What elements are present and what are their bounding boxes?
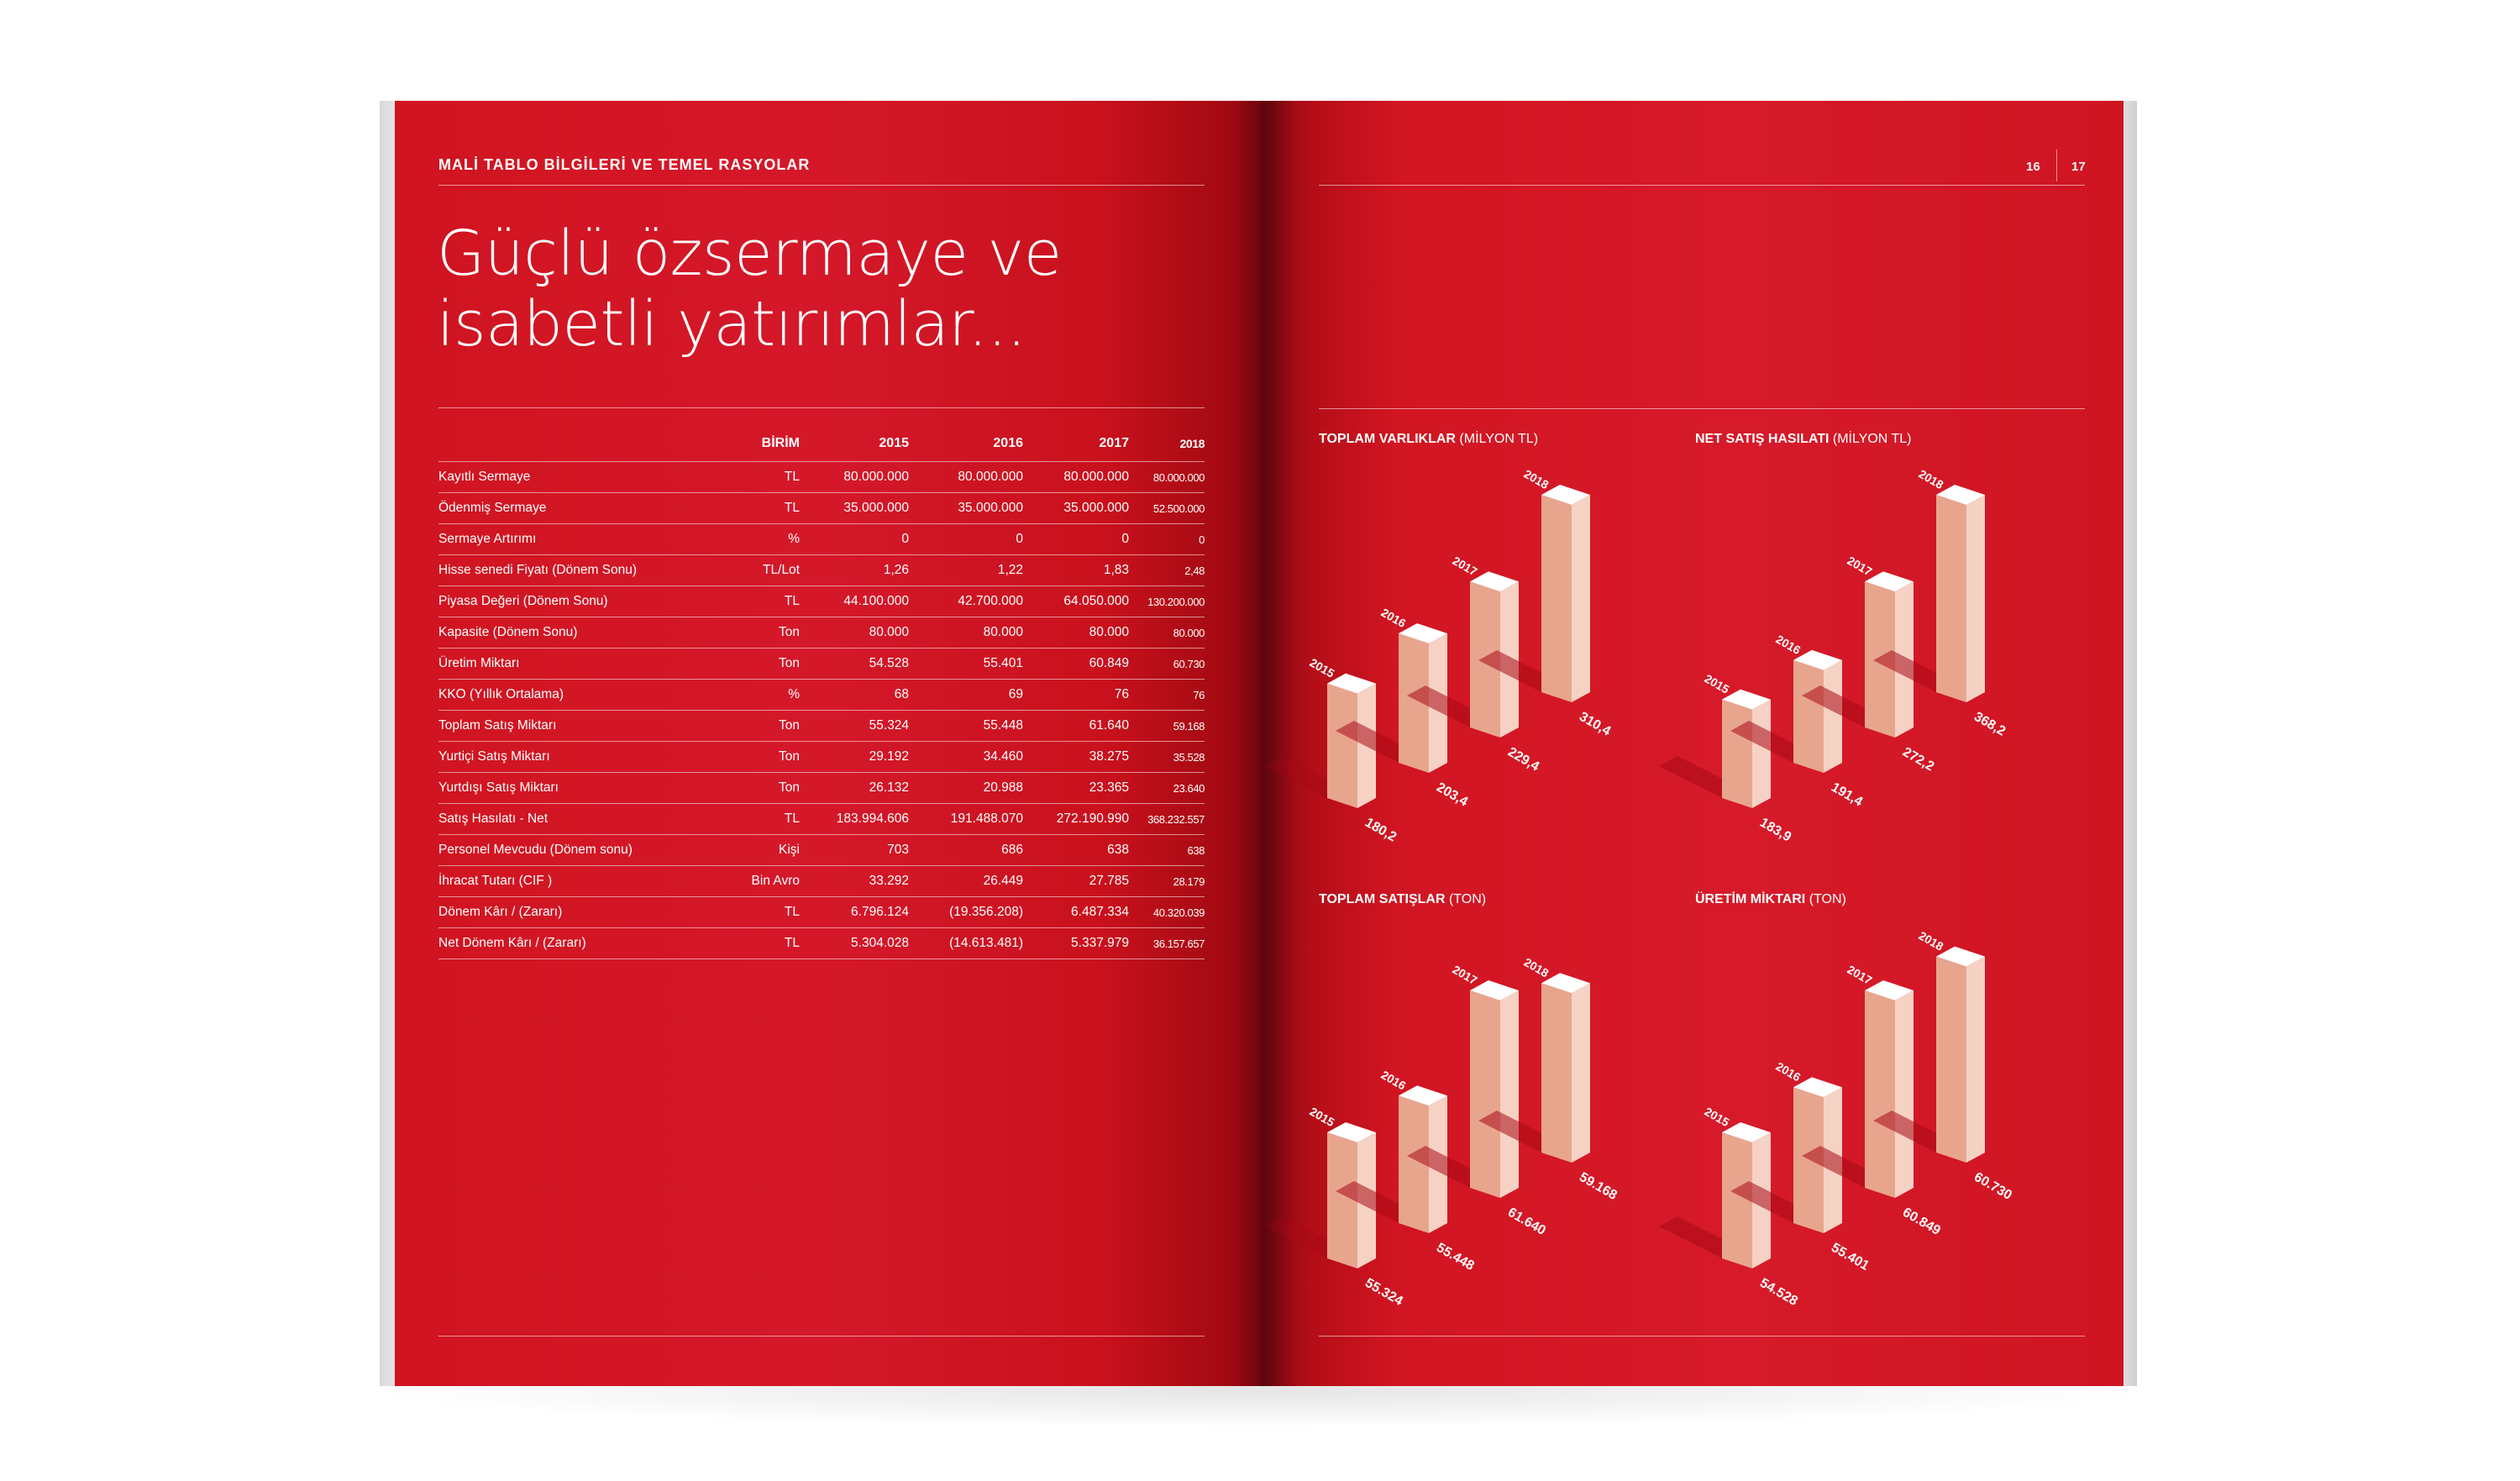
page-number-right: 17 [2071,160,2086,174]
cell-2018: 638 [1129,835,1205,866]
header-rule [438,185,1205,186]
row-label: Personel Mevcudu (Dönem sonu) [438,835,716,866]
row-unit: TL [716,493,800,524]
cell-2015: 54.528 [800,649,909,680]
cell-2018: 0 [1129,524,1205,555]
chart-title-total-assets [1319,432,1538,447]
table-row [438,586,1205,617]
row-unit: TL [716,462,800,493]
chart-unit-label: (MİLYON TL) [1832,432,1912,446]
cell-2015: 80.000.000 [800,462,909,493]
table-row [438,835,1205,866]
value-label: 368,2 [1971,709,2008,739]
chart-title-text: TOPLAM SATIŞLAR [1319,892,1446,906]
chart-net-sales [1688,454,2092,874]
left-footer-rule [438,1336,1205,1337]
bar-side [1966,957,1985,1163]
table-row [438,866,1205,897]
cell-2018: 80.000.000 [1129,462,1205,493]
row-label: Piyasa Değeri (Dönem Sonu) [438,586,716,617]
cell-2016: 55.448 [909,711,1023,742]
row-unit: Ton [716,773,800,804]
row-unit: Ton [716,649,800,680]
cell-2015: 33.292 [800,866,909,897]
row-unit: % [716,680,800,711]
row-label: Yurtdışı Satış Miktarı [438,773,716,804]
cell-2016: 191.488.070 [909,804,1023,835]
cell-2017: 76 [1023,680,1129,711]
table-row [438,524,1205,555]
cell-2017: 61.640 [1023,711,1129,742]
cell-2018: 52.500.000 [1129,493,1205,524]
cell-2015: 68 [800,680,909,711]
cell-2018: 368.232.557 [1129,804,1205,835]
year-label: 2018 [1916,466,1946,492]
headline-line-2: isabetli yatırımlar... [437,288,1026,360]
row-unit: Ton [716,742,800,773]
cell-2016: 35.000.000 [909,493,1023,524]
value-label: 180,2 [1362,815,1399,845]
cell-2015: 6.796.124 [800,897,909,928]
value-label: 61.640 [1505,1205,1548,1238]
table-row [438,804,1205,835]
bar-side [1752,700,1771,808]
bar-side [1572,983,1590,1163]
chart-title-total-sales [1319,892,1486,907]
bar-2016 [1793,660,1824,773]
cell-2016: 80.000 [909,617,1023,649]
chart-unit-label: (MİLYON TL) [1459,432,1539,446]
year-label: 2018 [1521,955,1551,980]
table-row [438,555,1205,586]
row-unit: Bin Avro [716,866,800,897]
bar-side [1500,990,1519,1198]
row-label: Yurtiçi Satış Miktarı [438,742,716,773]
cell-2017: 60.849 [1023,649,1129,680]
cell-2018: 28.179 [1129,866,1205,897]
table-row [438,897,1205,928]
bar-side [1572,495,1590,702]
row-unit: % [716,524,800,555]
page-number-separator [2056,150,2057,181]
bar-2018 [1541,495,1572,702]
cell-2016: (19.356.208) [909,897,1023,928]
table-header-blank [438,433,716,462]
table-row [438,711,1205,742]
cell-2017: 38.275 [1023,742,1129,773]
chart-title-text: TOPLAM VARLIKLAR [1319,432,1456,446]
value-label: 60.730 [1971,1169,2014,1203]
right-header-rule [1319,185,2085,186]
cell-2015: 5.304.028 [800,928,909,959]
value-label: 55.448 [1434,1240,1477,1274]
table-header-2018: 2018 [1179,437,1205,450]
table-header-unit: BİRİM [761,436,800,450]
value-label: 59.168 [1577,1169,1620,1203]
row-label: Dönem Kârı / (Zararı) [438,897,716,928]
row-label: Üretim Miktarı [438,649,716,680]
year-label: 2017 [1845,962,1875,988]
table-header-2017: 2017 [1099,436,1129,450]
book-spine-shadow [1235,101,1294,1386]
cell-2016: 1,22 [909,555,1023,586]
table-header-2016: 2016 [993,436,1023,450]
table-row [438,617,1205,649]
cell-2015: 29.192 [800,742,909,773]
cell-2016: 686 [909,835,1023,866]
cell-2017: 0 [1023,524,1129,555]
row-label: İhracat Tutarı (CIF ) [438,866,716,897]
cell-2017: 64.050.000 [1023,586,1129,617]
table-row [438,462,1205,493]
cell-2017: 272.190.990 [1023,804,1129,835]
cell-2018: 80.000 [1129,617,1205,649]
value-label: 54.528 [1757,1275,1800,1309]
chart-title-production [1695,892,1846,907]
value-label: 272,2 [1900,744,1937,775]
row-unit: TL [716,897,800,928]
cell-2017: 23.365 [1023,773,1129,804]
table-row [438,649,1205,680]
row-label: Hisse senedi Fiyatı (Dönem Sonu) [438,555,716,586]
row-label: KKO (Yıllık Ortalama) [438,680,716,711]
headline-rule [438,407,1205,408]
bar-2017 [1865,990,1895,1198]
chart-unit-label: (TON) [1809,892,1846,906]
section-header: MALİ TABLO BİLGİLERİ VE TEMEL RASYOLAR [438,156,811,173]
cell-2018: 36.157.657 [1129,928,1205,959]
cell-2018: 23.640 [1129,773,1205,804]
chart-total-assets [1294,454,1697,874]
cell-2016: 69 [909,680,1023,711]
left-page [395,101,1260,1386]
table-row [438,773,1205,804]
cell-2018: 130.200.000 [1129,586,1205,617]
bar-2015 [1722,1132,1752,1268]
cell-2017: 80.000 [1023,617,1129,649]
value-label: 229,4 [1505,744,1542,775]
chart-production [1688,914,2092,1334]
year-label: 2016 [1378,1068,1409,1093]
year-label: 2018 [1916,928,1946,953]
row-unit: TL [716,928,800,959]
chart-title-net-sales [1695,432,1912,447]
cell-2015: 44.100.000 [800,586,909,617]
year-label: 2017 [1450,554,1480,579]
cell-2015: 0 [800,524,909,555]
cell-2017: 1,83 [1023,555,1129,586]
row-unit: TL/Lot [716,555,800,586]
value-label: 183,9 [1757,815,1794,845]
row-label: Ödenmiş Sermaye [438,493,716,524]
cell-2015: 35.000.000 [800,493,909,524]
bar-2015 [1327,684,1357,808]
table-header-row [438,433,1205,462]
right-top-rule [1319,408,2085,409]
row-label: Toplam Satış Miktarı [438,711,716,742]
row-label: Satış Hasılatı - Net [438,804,716,835]
table-row [438,680,1205,711]
value-label: 60.849 [1900,1205,1943,1238]
cell-2016: 26.449 [909,866,1023,897]
cell-2016: 42.700.000 [909,586,1023,617]
year-label: 2018 [1521,466,1551,492]
bar-side [1895,990,1914,1198]
cell-2017: 80.000.000 [1023,462,1129,493]
bar-2018 [1541,983,1572,1163]
cell-2015: 703 [800,835,909,866]
cell-2018: 60.730 [1129,649,1205,680]
bar-2017 [1470,990,1500,1198]
cell-2015: 55.324 [800,711,909,742]
cell-2018: 59.168 [1129,711,1205,742]
cell-2017: 5.337.979 [1023,928,1129,959]
row-unit: Kişi [716,835,800,866]
row-unit: Ton [716,617,800,649]
cell-2016: 34.460 [909,742,1023,773]
cell-2017: 35.000.000 [1023,493,1129,524]
year-label: 2015 [1702,671,1732,696]
cell-2015: 80.000 [800,617,909,649]
cell-2015: 1,26 [800,555,909,586]
cell-2016: 20.988 [909,773,1023,804]
row-unit: Ton [716,711,800,742]
table-header-2015: 2015 [879,436,909,450]
headline-line-1: Güçlü özsermaye ve [437,218,1062,290]
table-row [438,928,1205,959]
row-unit: TL [716,804,800,835]
value-label: 191,4 [1829,780,1866,810]
value-label: 203,4 [1434,780,1471,810]
row-label: Net Dönem Kârı / (Zararı) [438,928,716,959]
cell-2016: (14.613.481) [909,928,1023,959]
row-label: Kayıtlı Sermaye [438,462,716,493]
bar-side [1824,660,1842,773]
year-label: 2016 [1378,605,1409,631]
cell-2016: 0 [909,524,1023,555]
cell-2016: 55.401 [909,649,1023,680]
cell-2018: 2,48 [1129,555,1205,586]
cell-2018: 35.528 [1129,742,1205,773]
right-page [1260,101,2124,1386]
page-headline [437,218,1193,360]
chart-title-text: NET SATIŞ HASILATI [1695,432,1830,446]
year-label: 2015 [1702,1104,1732,1130]
chart-total-sales [1294,914,1697,1334]
year-label: 2017 [1450,962,1480,988]
value-label: 55.324 [1362,1275,1405,1309]
value-label: 310,4 [1577,709,1614,739]
bar-2018 [1936,495,1966,702]
cell-2015: 26.132 [800,773,909,804]
financial-table [438,433,1205,959]
cell-2015: 183.994.606 [800,804,909,835]
cell-2017: 6.487.334 [1023,897,1129,928]
year-label: 2016 [1773,632,1803,658]
row-unit: TL [716,586,800,617]
bar-side [1966,495,1985,702]
cell-2016: 80.000.000 [909,462,1023,493]
bar-2015 [1722,700,1752,808]
year-label: 2015 [1307,655,1337,680]
cell-2017: 638 [1023,835,1129,866]
cell-2018: 76 [1129,680,1205,711]
chart-title-text: ÜRETİM MİKTARI [1695,892,1806,906]
table-row [438,493,1205,524]
row-label: Kapasite (Dönem Sonu) [438,617,716,649]
bar-2015 [1327,1132,1357,1268]
chart-unit-label: (TON) [1448,892,1487,906]
year-label: 2016 [1773,1059,1803,1084]
value-label: 55.401 [1829,1240,1872,1274]
year-label: 2015 [1307,1104,1337,1130]
cell-2017: 27.785 [1023,866,1129,897]
right-footer-rule [1319,1336,2085,1337]
page-number-left: 16 [2026,160,2040,174]
cell-2018: 40.320.039 [1129,897,1205,928]
row-label: Sermaye Artırımı [438,524,716,555]
bar-2018 [1936,957,1966,1163]
table-row [438,742,1205,773]
year-label: 2017 [1845,554,1875,579]
